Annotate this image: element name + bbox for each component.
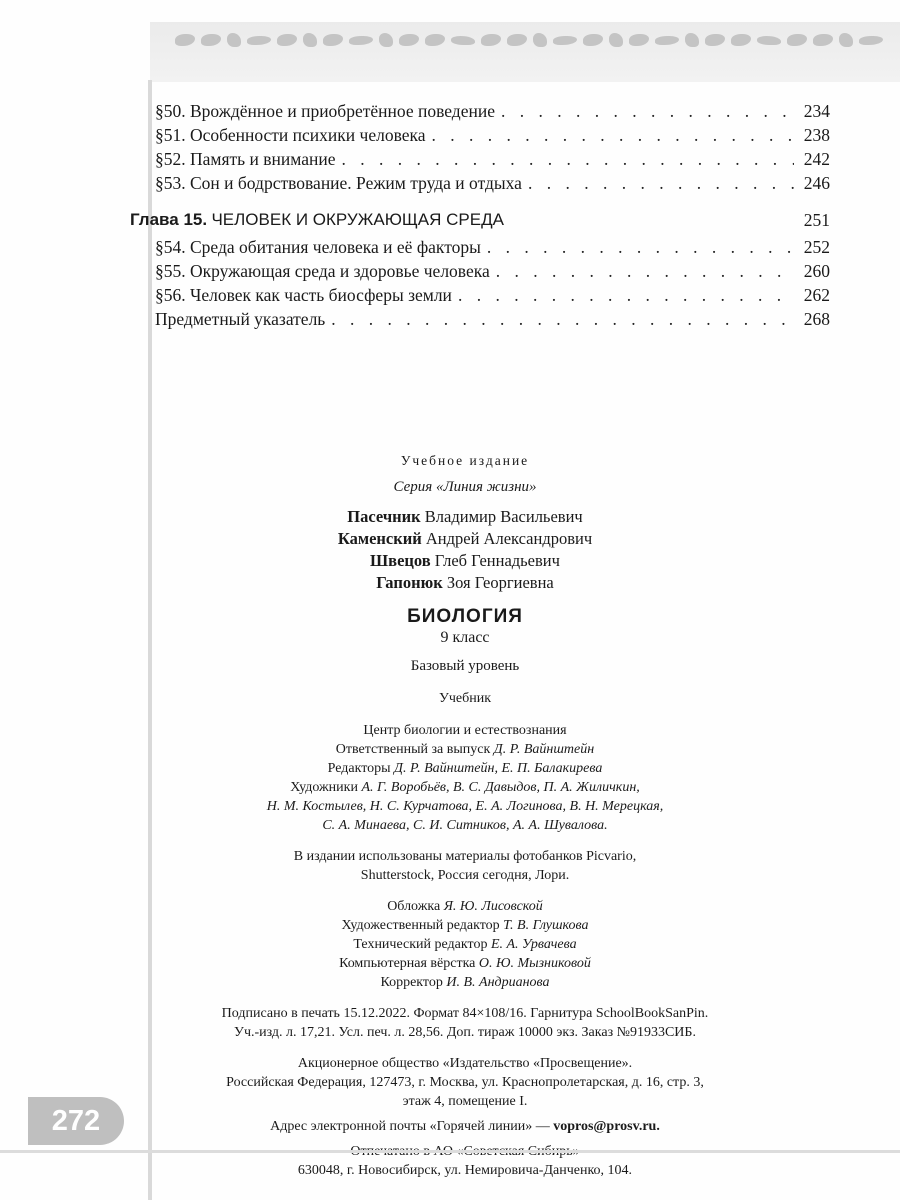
- toc-leader-dots: [496, 261, 794, 282]
- author-surname: Швецов: [370, 551, 431, 570]
- editorial-credits: [150, 721, 780, 835]
- edition-type: Учебное издание: [400, 453, 530, 468]
- print-details: Подписано в печать 15.12.2022. Формат 84×108/16. Гарнитура SchoolBookSanPin. Уч.-изд. л. 17,21. Усл. печ. л. 28,56. Доп. тираж 10000 экз. Заказ №91933СИБ.: [221, 1006, 709, 1040]
- toc-entry-label: §53. Сон и бодрствование. Режим труда и отдыха: [155, 173, 522, 193]
- footer-rule: [0, 1150, 900, 1153]
- book-type: Учебник: [438, 691, 492, 706]
- toc-leader-dots: [528, 173, 794, 194]
- toc-entry-page: 268: [803, 309, 830, 329]
- toc-entry-page: 242: [803, 149, 830, 169]
- grade: 9 класс: [440, 629, 490, 646]
- credit-line: Компьютерная вёрстка О. Ю. Мызниковой: [339, 956, 591, 971]
- toc-entry-label: §55. Окружающая среда и здоровье человека: [155, 261, 490, 281]
- toc-entry-label: §52. Память и внимание: [155, 149, 336, 169]
- author-list: [150, 506, 780, 594]
- author-surname: Пасечник: [347, 507, 421, 526]
- toc-entry: [130, 173, 830, 197]
- toc-entry-page: 246: [803, 173, 830, 193]
- credit-line: Обложка Я. Ю. Лисовской: [387, 899, 543, 914]
- toc-entry-label: §50. Врождённое и приобретённое поведение: [155, 101, 495, 121]
- toc-leader-dots: [432, 125, 794, 146]
- toc-entry-page: 234: [803, 101, 830, 121]
- author: [150, 572, 780, 594]
- author: [150, 550, 780, 572]
- hotline: Адрес электронной почты «Горячей линии» — vopros@prosv.ru.: [270, 1119, 660, 1134]
- photobank-note: В издании использованы материалы фотобанков Picvario, Shutterstock, Россия сегодня, Лори.: [293, 849, 637, 883]
- chapter-number: Глава 15.: [130, 210, 208, 229]
- toc-index-entry: [130, 309, 830, 333]
- author-name: Владимир Васильевич: [424, 507, 583, 526]
- toc-chapter-heading: [130, 203, 830, 237]
- author-name: Андрей Александрович: [425, 529, 593, 548]
- toc-entry-label: §54. Среда обитания человека и её факторы: [155, 237, 481, 257]
- toc-entry-label: §51. Особенности психики человека: [155, 125, 426, 145]
- imprint-block: [150, 450, 780, 1180]
- page-number: 272: [28, 1097, 124, 1145]
- toc-entry-label: §56. Человек как часть биосферы земли: [155, 285, 452, 305]
- publisher-details: Акционерное общество «Издательство «Просвещение». Российская Федерация, 127473, г. Москва, ул. Краснопролетарская, д. 16, стр. 3, этаж 4, помещение I.: [226, 1056, 704, 1109]
- center-name: Центр биологии и естествознания: [363, 723, 567, 738]
- credit-line: С. А. Минаева, С. И. Ситников, А. А. Шувалова.: [322, 818, 608, 833]
- toc-leader-dots: [501, 101, 794, 122]
- toc-leader-dots: [458, 285, 794, 306]
- credit-line: Корректор И. В. Андрианова: [380, 975, 550, 990]
- credit-line: Ответственный за выпуск Д. Р. Вайнштейн: [335, 742, 595, 757]
- credit-line: Художественный редактор Т. В. Глушкова: [341, 918, 589, 933]
- book-title: БИОЛОГИЯ: [407, 606, 523, 627]
- credit-line: Редакторы Д. Р. Вайнштейн, Е. П. Балакирева: [327, 761, 603, 776]
- level: Базовый уровень: [410, 658, 520, 674]
- toc-entry: [130, 125, 830, 149]
- author: [150, 528, 780, 550]
- production-credits: [150, 897, 780, 992]
- toc-entry: [130, 237, 830, 261]
- toc-entry-page: 260: [803, 261, 830, 281]
- author-name: Глеб Геннадьевич: [434, 551, 560, 570]
- animal-silhouettes-decoration: [175, 28, 885, 52]
- credit-line: Н. М. Костылев, Н. С. Курчатова, Е. А. Логинова, В. Н. Мерецкая,: [266, 799, 664, 814]
- toc-leader-dots: [331, 309, 794, 330]
- toc-entry: [130, 285, 830, 309]
- toc-entry: [130, 261, 830, 285]
- toc-entry-label: Предметный указатель: [155, 309, 326, 329]
- author: [150, 506, 780, 528]
- toc-entry: [130, 149, 830, 173]
- credit-line: Технический редактор Е. А. Урвачева: [353, 937, 577, 952]
- hotline-email-link[interactable]: vopros@prosv.ru.: [553, 1119, 660, 1134]
- author-surname: Гапонюк: [376, 573, 443, 592]
- toc-entry-page: 252: [803, 237, 830, 257]
- toc-entry: [130, 101, 830, 125]
- credit-line: Художники А. Г. Воробьёв, В. С. Давыдов, П. А. Жиличкин,: [290, 780, 640, 795]
- chapter-title: ЧЕЛОВЕК И ОКРУЖАЮЩАЯ СРЕДА: [211, 210, 504, 229]
- author-name: Зоя Георгиевна: [446, 573, 554, 592]
- printer-details: 630048, г. Новосибирск, ул. Немировича-Данченко, 104.: [297, 1163, 633, 1178]
- toc-entry-page: 262: [803, 285, 830, 305]
- table-of-contents: [130, 101, 830, 333]
- chapter-page: 251: [803, 209, 830, 230]
- series-name: Серия «Линия жизни»: [393, 479, 537, 495]
- toc-entry-page: 238: [803, 125, 830, 145]
- toc-leader-dots: [487, 237, 794, 258]
- toc-leader-dots: [342, 149, 795, 170]
- author-surname: Каменский: [337, 529, 422, 548]
